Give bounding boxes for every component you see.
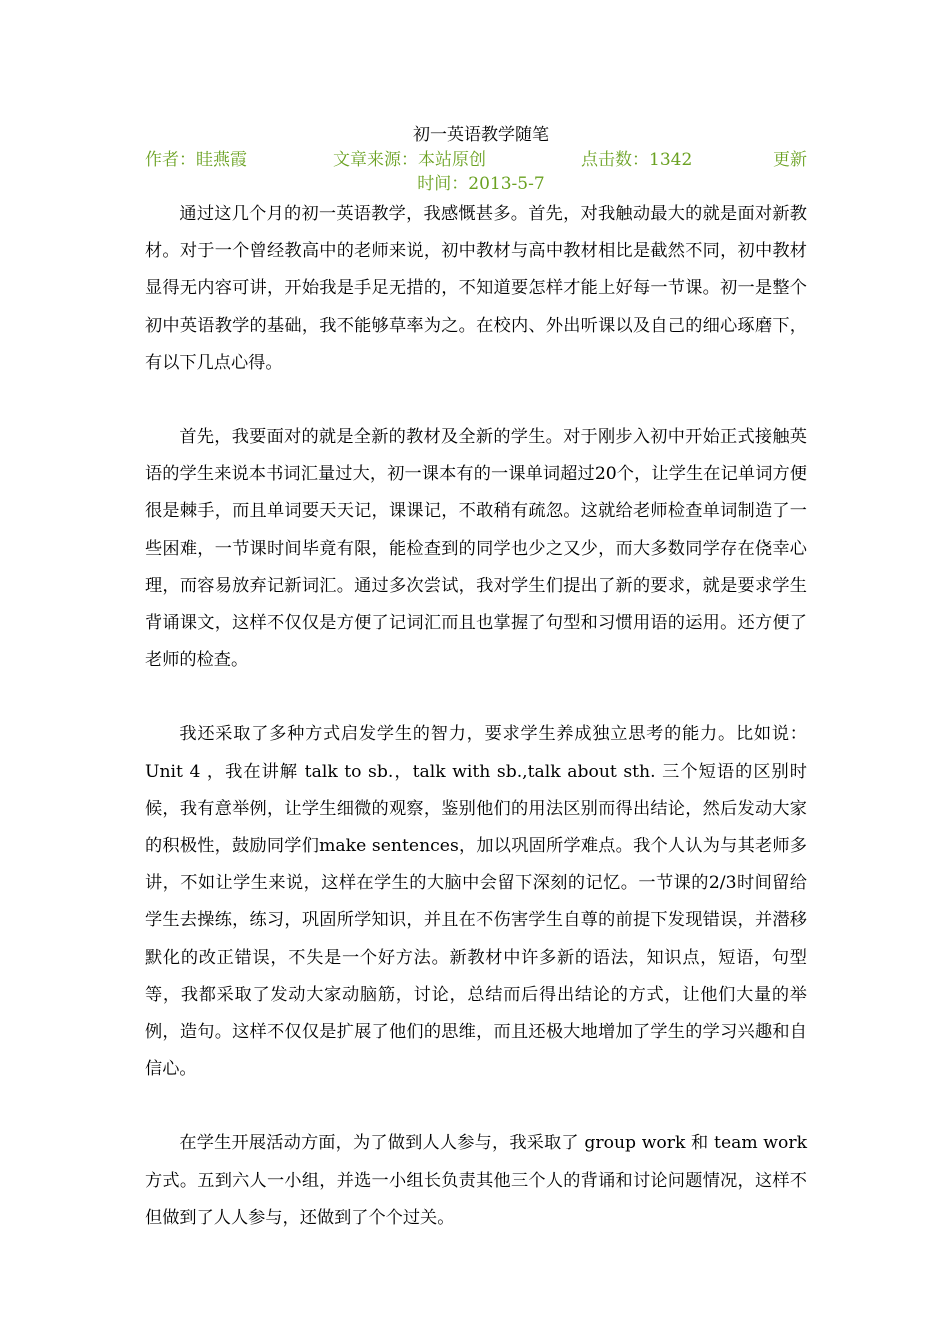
meta-author: 作者：眭燕霞 bbox=[145, 150, 247, 170]
meta-row bbox=[145, 148, 807, 172]
meta-source: 文章来源：本站原创 bbox=[333, 150, 486, 170]
article-meta bbox=[145, 148, 807, 196]
meta-clicks: 点击数：1342 bbox=[581, 150, 693, 170]
paragraph: 首先，我要面对的就是全新的教材及全新的学生。对于刚步入初中开始正式接触英语的学生来说本书词汇量过大，初一课本有的一课单词超过20个，让学生在记单词方便很是棘手，而且单词要天天记，课课记，不敢稍有疏忽。这就给老师检查单词制造了一些困难，一节课时间毕竟有限，能检查到的同学也少之又少，而大多数同学存在侥幸心理，而容易放弃记新词汇。通过多次尝试，我对学生们提出了新的要求，就是要求学生背诵课文，这样不仅仅是方便了记词汇而且也掌握了句型和习惯用语的运用。还方便了老师的检查。 bbox=[145, 427, 807, 671]
document-title: 初一英语教学随笔 bbox=[413, 125, 549, 145]
meta-update-label: 更新 bbox=[773, 150, 807, 170]
document-page bbox=[145, 122, 807, 1237]
paragraph: 我还采取了多种方式启发学生的智力，要求学生养成独立思考的能力。比如说：Unit 4 ，我在讲解 talk to sb.，talk with sb.,talk about sth. 三个短语的区别时候，我有意举例，让学生细微的观察，鉴别他们的用法区别而得出结论，然后发动大家的积极性，鼓励同学们make sentences，加以巩固所学难点。我个人认为与其老师多讲，不如让学生来说，这样在学生的大脑中会留下深刻的记忆。一节课的2/3时间留给学生去操练，练习，巩固所学知识，并且在不伤害学生自尊的前提下发现错误，并潜移默化的改正错误，不失是一个好方法。新教材中许多新的语法，知识点，短语，句型等，我都采取了发动大家动脑筋，讨论，总结而后得出结论的方式，让他们大量的举例，造句。这样不仅仅是扩展了他们的思维，而且还极大地增加了学生的学习兴趣和自信心。 bbox=[145, 724, 807, 1080]
paragraph: 在学生开展活动方面，为了做到人人参与，我采取了 group work 和 team work 方式。五到六人一小组，并选一小组长负责其他三个人的背诵和讨论问题情况，这样不但做到了人人参与，还做到了个个过关。 bbox=[145, 1133, 807, 1228]
paragraph: 通过这几个月的初一英语教学，我感慨甚多。首先，对我触动最大的就是面对新教材。对于一个曾经教高中的老师来说，初中教材与高中教材相比是截然不同，初中教材显得无内容可讲，开始我是手足无措的，不知道要怎样才能上好每一节课。初一是整个初中英语教学的基础，我不能够草率为之。在校内、外出听课以及自己的细心琢磨下，有以下几点心得。 bbox=[145, 204, 807, 373]
meta-update-time: 时间：2013-5-7 bbox=[417, 174, 545, 194]
document-body bbox=[145, 196, 807, 1237]
